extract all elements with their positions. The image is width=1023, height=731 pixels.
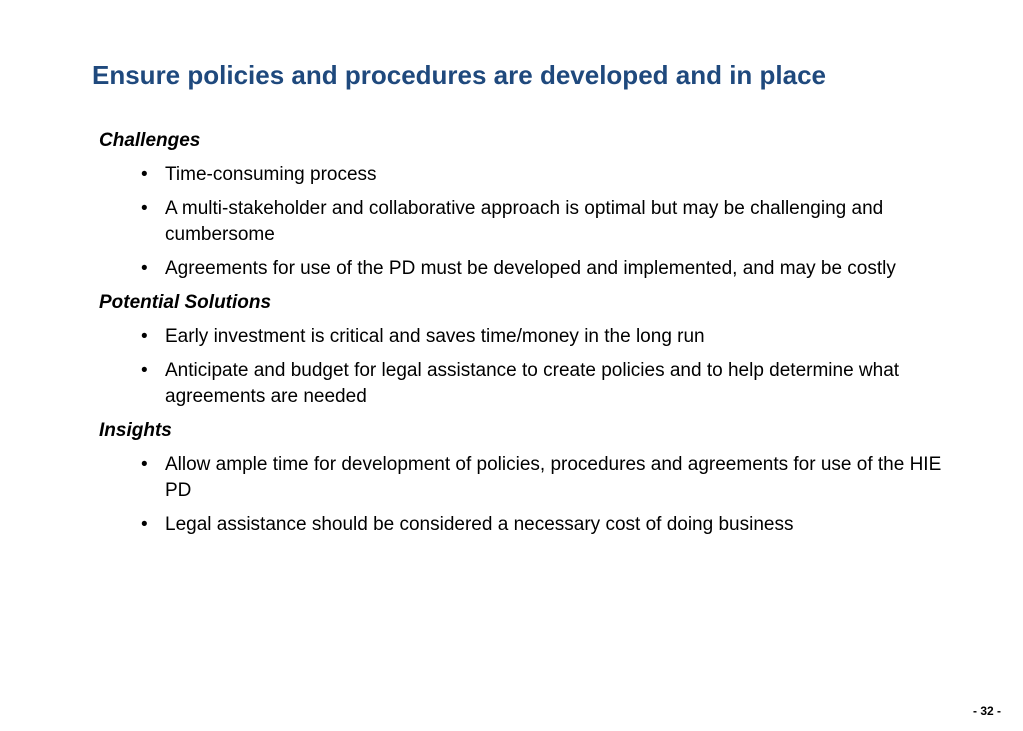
- list-item: [99, 256, 969, 282]
- bullet-icon: •: [141, 454, 148, 475]
- list-item: [99, 512, 969, 538]
- section-challenges: [99, 128, 969, 282]
- bullet-icon: •: [141, 360, 148, 381]
- section-insights: [99, 418, 969, 538]
- page-number: - 32 -: [972, 704, 1001, 718]
- bullet-text: Time-consuming process: [165, 164, 377, 185]
- section-potential-solutions: [99, 290, 969, 410]
- bullet-icon: •: [141, 258, 148, 279]
- bullet-list: [99, 324, 969, 410]
- bullet-text: Anticipate and budget for legal assistance to create policies and to help determine what agreements are needed: [165, 360, 900, 407]
- section-heading: Challenges: [99, 130, 201, 151]
- bullet-list: [99, 452, 969, 538]
- section-heading: Potential Solutions: [99, 292, 272, 313]
- slide-title: Ensure policies and procedures are developed and in place: [92, 60, 827, 90]
- list-item: [99, 162, 969, 188]
- list-item: [99, 324, 969, 350]
- bullet-text: Allow ample time for development of policies, procedures and agreements for use of the HIE PD: [165, 454, 942, 501]
- list-item: [99, 358, 969, 410]
- bullet-text: Agreements for use of the PD must be developed and implemented, and may be costly: [165, 258, 896, 279]
- list-item: [99, 452, 969, 504]
- section-heading: Insights: [99, 420, 172, 441]
- bullet-text: Legal assistance should be considered a necessary cost of doing business: [165, 514, 794, 535]
- bullet-list: [99, 162, 969, 282]
- bullet-icon: •: [141, 326, 148, 347]
- slide-content: [99, 128, 969, 546]
- bullet-text: A multi-stakeholder and collaborative approach is optimal but may be challenging and cumbersome: [165, 198, 884, 245]
- bullet-icon: •: [141, 164, 148, 185]
- bullet-icon: •: [141, 198, 148, 219]
- bullet-text: Early investment is critical and saves time/money in the long run: [165, 326, 705, 347]
- bullet-icon: •: [141, 514, 148, 535]
- list-item: [99, 196, 969, 248]
